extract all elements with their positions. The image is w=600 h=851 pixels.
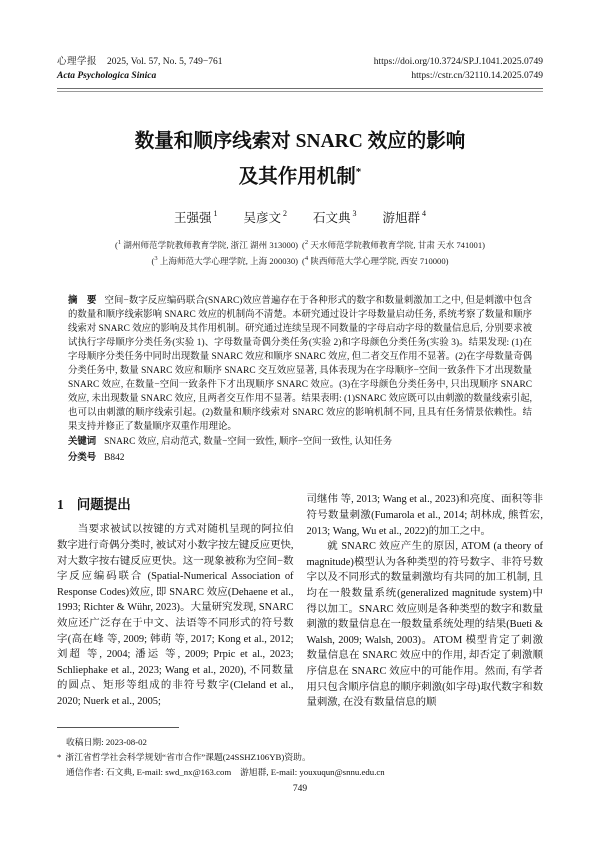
keywords-line bbox=[57, 434, 543, 450]
authors-line bbox=[57, 208, 543, 226]
paper-title-line1: 数量和顺序线索对 SNARC 效应的影响 bbox=[134, 131, 466, 152]
footnotes bbox=[57, 735, 543, 781]
page-number: 749 bbox=[292, 783, 308, 794]
affiliation-line-2 bbox=[57, 252, 543, 268]
funding-mark: * bbox=[57, 752, 62, 763]
classification-label: 分类号 bbox=[68, 450, 97, 462]
section-title: 问题提出 bbox=[76, 497, 131, 513]
author: 石文典 $^3$ bbox=[313, 209, 357, 225]
received-date: 收稿日期: 2023-08-02 bbox=[66, 737, 147, 747]
journal-name-en: Acta Psychologica Sinica bbox=[57, 70, 157, 81]
page-footer bbox=[57, 727, 543, 794]
body-paragraph: 司继伟 等, 2013; Wang et al., 2023)和亮度、面积等非符号数量刺激(Fumarola et al., 2014; 胡林成, 熊哲宏, 2013; Wang, Wu et al., 2022)的加工之中。 bbox=[306, 494, 543, 537]
affiliation-line-1 bbox=[57, 237, 543, 253]
title-footnote-mark: * bbox=[355, 166, 362, 178]
affiliation: ($^3$ 上海师范大学心理学院, 上海 200030) bbox=[151, 255, 298, 267]
body-paragraph: 就 SNARC 效应产生的原因, ATOM (a theory of magnitude)模型认为各种类型的符号数字、非符号数字以及不同形式的数量刺激均有共同的加工机制, 且均在一般数量系统(generalized magnitude system)中得以加工。SNARC 效应则是各种类型的数字和数量刺激的数量信息在一般数量系统处理的结果(Bueti & Walsh, 2009; Walsh, 2003)。ATOM 模型肯定了刺激数量信息在 SNARC 效应中的作用, 却否定了刺激顺序信息在 SNARC 效应中的可能作用。然而, 有学者用只包含顺序信息的顺序刺激(如字母)取代数字和数量刺激, 在没有数量信息的顺 bbox=[306, 541, 543, 709]
section-number: 1 bbox=[57, 497, 64, 513]
classification-line bbox=[57, 450, 543, 466]
right-column-text bbox=[307, 492, 544, 710]
doi-link[interactable]: https://doi.org/10.3724/SP.J.1041.2025.0749 bbox=[373, 57, 543, 67]
keywords-text: SNARC 效应, 启动范式, 数量−空间一致性, 顺序−空间一致性, 认知任务 bbox=[104, 437, 393, 448]
affiliation: ($^1$ 湖州师范学院教师教育学院, 浙江 湖州 313000) bbox=[114, 239, 298, 251]
journal-name-cn: 心理学报 bbox=[57, 57, 98, 67]
left-column bbox=[57, 492, 294, 710]
doi-block bbox=[374, 56, 543, 83]
abstract-text: 空间−数字反应编码联合(SNARC)效应普遍存在于各种形式的数字和数量刺激加工之中, 但是刺激中包含的数量和顺序线索影响 SNARC 效应的机制尚不清楚。本研究通过设计字母数量启动任务, 系统考察了数量和顺序线索对 SNARC 效应的影响及其作用机制。研究通过连续呈现不同数量的字母启动字母的数量信息后, 分别要求被试执行字母顺序分类任务(实验 1)、字母数量奇偶分类任务(实验 2)和字母颜色分类任务(实验 3)。结果发现: (1)在字母顺序分类任务中同时出现数量 SNARC 效应和顺序 SNARC 效应, 但二者交互作用不显著。(2)在字母数量奇偶分类任务中, 数量 SNARC 效应和顺序 SNARC 交互效应显著, 具体表现为在字母顺序−空间一致条件下才出现数量 SNARC 效应, 在数量−空间一致条件下才出现顺序 SNARC 效应。(3)在字母颜色分类任务中, 只出现顺序 SNARC 效应, 未出现数量 SNARC 效应, 且两者交互作用不显著。结果表明: (1)SNARC 效应既可以由刺激的数量线索引起, 也可以由刺激的顺序线索引起。(2)数量和顺序线索对 SNARC 效应的影响机制不同, 且具有任务情景依赖性。结果支持并修正了数量顺序双重作用理论。 bbox=[68, 296, 532, 433]
classification-code: B842 bbox=[104, 452, 125, 463]
body-paragraph: 当要求被试以按键的方式对随机呈现的阿拉伯数字进行奇偶分类时, 被试对小数字按左键反应更快, 对大数字按右键反应更快。这一现象被称为空间−数字反应编码联合 (Spatial-Numerical Association of Response Codes)效应, 即 SNARC 效应(Dehaene et al., 1993; Richter & Wühr, 2023)。大量研究发现, SNARC 效应还广泛存在于中文、法语等不同形式的符号数字(高在峰 等, 2009; 韩萌 等, 2017; Kong et al., 2012; 刘超 等, 2004; 潘运 等, 2009; Prpic et al., 2023; Schliephake et al., 2023; Wang et al., 2020), 不同数量的圆点、矩形等组成的非符号数字(Cleland et al., 2020; Nuerk et al., 2005; bbox=[57, 524, 294, 707]
journal-info bbox=[57, 56, 223, 83]
correspondence-note: 通信作者: 石文典, E-mail: swd_nx@163.com 游旭群, E-mail: youxuqun@snnu.edu.cn bbox=[66, 767, 385, 778]
author: 吴彦文 $^2$ bbox=[243, 209, 287, 225]
cstr-link[interactable]: https://cstr.cn/32110.14.2025.0749 bbox=[411, 70, 543, 81]
abstract-label: 摘 要 bbox=[68, 294, 97, 306]
affiliation: ($^2$ 天水师范学院教师教育学院, 甘肃 天水 741001) bbox=[302, 239, 486, 251]
right-column bbox=[307, 492, 544, 710]
affiliations bbox=[57, 237, 543, 269]
abstract bbox=[57, 293, 543, 434]
body-columns bbox=[57, 492, 543, 710]
author: 游旭群 $^4$ bbox=[382, 209, 427, 225]
keywords-label: 关键词 bbox=[68, 435, 97, 447]
footnote-rule bbox=[57, 727, 179, 728]
running-head bbox=[57, 56, 543, 83]
funding-note: * 浙江省哲学社会科学规划“省市合作”课题(24SSHZ106YB)资助。 bbox=[57, 752, 311, 763]
author: 王强强 $^1$ bbox=[173, 209, 218, 225]
header-rule bbox=[57, 88, 543, 92]
affiliation: ($^4$ 陕西师范大学心理学院, 西安 710000) bbox=[302, 255, 449, 267]
paper-title bbox=[57, 126, 543, 193]
paper-title-line2: 及其作用机制* bbox=[238, 166, 362, 188]
left-column-text bbox=[57, 522, 294, 709]
issue-info: 2025, Vol. 57, No. 5, 749−761 bbox=[107, 57, 223, 67]
section-heading bbox=[57, 493, 294, 513]
